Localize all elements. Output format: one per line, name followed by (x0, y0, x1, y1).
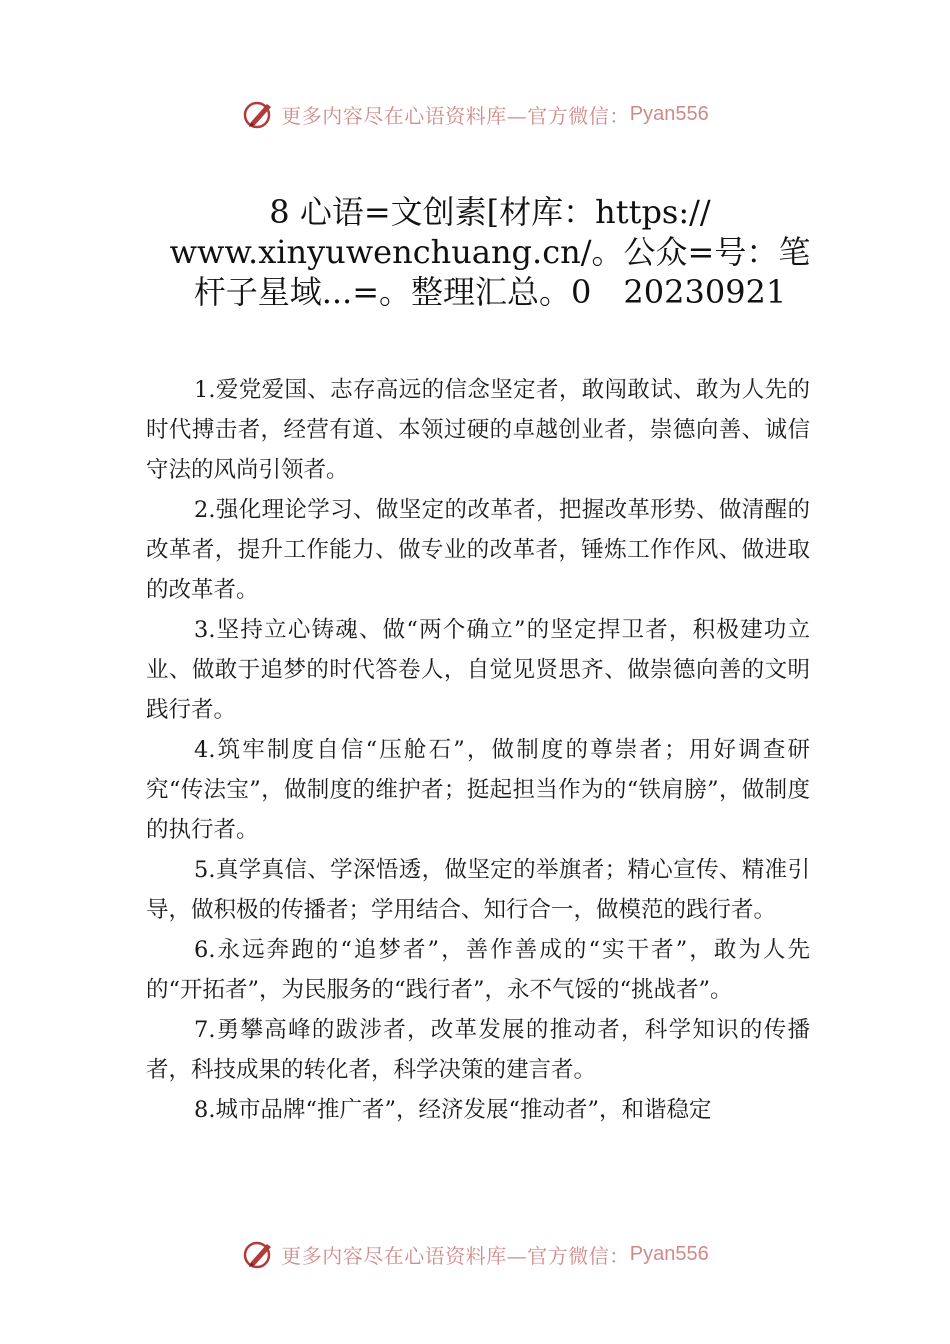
pen-logo-icon (241, 96, 277, 132)
paragraph-4: 4.筑牢制度自信“压舱石”，做制度的尊崇者；用好调查研究“传法宝”，做制度的维护者；挺起担当作为的“铁肩膀”，做制度的执行者。 (146, 737, 810, 843)
body-content (146, 370, 810, 1130)
paragraph-3: 3.坚持立心铸魂、做“两个确立”的坚定捍卫者，积极建功立业、做敢于追梦的时代答卷人，自觉见贤思齐、做崇德向善的文明践行者。 (146, 617, 810, 723)
header-banner (0, 92, 950, 136)
paragraph-2: 2.强化理论学习、做坚定的改革者，把握改革形势、做清醒的改革者，提升工作能力、做专业的改革者，锤炼工作作风、做进取的改革者。 (146, 497, 810, 603)
paragraph-6: 6.永远奔跑的“追梦者”，善作善成的“实干者”，敢为人先的“开拓者”，为民服务的“践行者”，永不气馁的“挑战者”。 (146, 937, 810, 1003)
wechat-id: Pyan556 (629, 102, 709, 125)
paragraph-1: 1.爱党爱国、志存高远的信念坚定者，敢闯敢试、敢为人先的时代搏击者，经营有道、本领过硬的卓越创业者，崇德向善、诚信守法的风尚引领者。 (146, 377, 810, 483)
document-title (150, 192, 830, 312)
footer-banner (0, 1232, 950, 1276)
title-line-3: 杆子星域...=。整理汇总。0 20230921 (193, 273, 787, 311)
paragraph-8: 8.城市品牌“推广者”，经济发展“推动者”，和谐稳定 (194, 1097, 712, 1123)
title-line-2: www.xinyuwenchuang.cn/。公众=号：笔 (169, 233, 811, 271)
banner-text: 更多内容尽在心语资料库—官方微信： (281, 103, 630, 128)
paragraph-5: 5.真学真信、学深悟透，做坚定的举旗者；精心宣传、精准引导，做积极的传播者；学用结合、知行合一，做模范的践行者。 (146, 857, 810, 923)
pen-logo-icon (241, 1236, 277, 1272)
title-line-1: 8 心语=文创素[材库：https:// (269, 193, 711, 231)
wechat-id: Pyan556 (629, 1242, 709, 1265)
banner-text: 更多内容尽在心语资料库—官方微信： (281, 1243, 630, 1268)
paragraph-7: 7.勇攀高峰的跋涉者，改革发展的推动者，科学知识的传播者，科技成果的转化者，科学决策的建言者。 (146, 1017, 810, 1083)
